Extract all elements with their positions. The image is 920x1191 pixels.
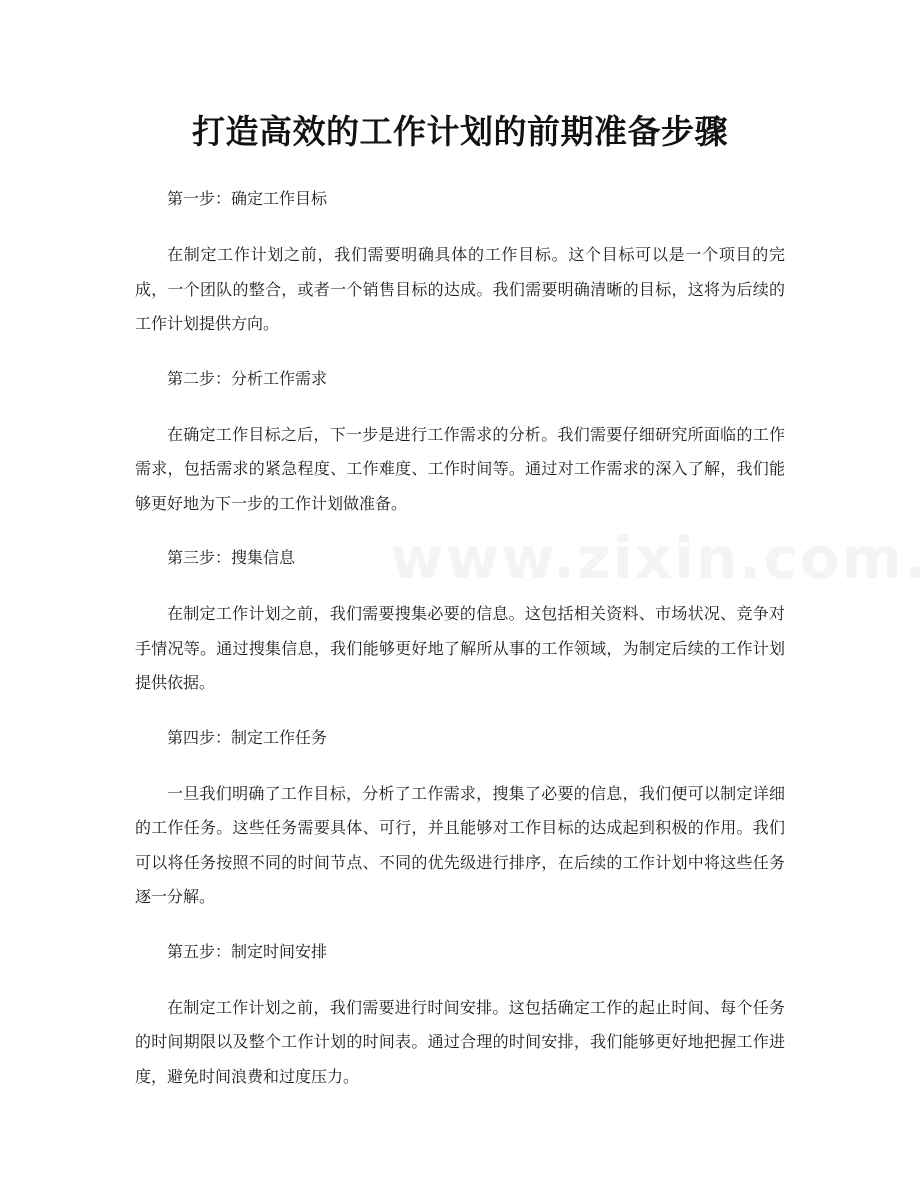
section-step-5 [135, 937, 785, 1095]
section-step-1 [135, 184, 785, 342]
section-heading: 第五步：制定时间安排 [167, 941, 328, 961]
section-heading: 第二步：分析工作需求 [167, 368, 328, 388]
section-heading: 第三步：搜集信息 [167, 548, 296, 567]
section-paragraph: 在制定工作计划之前，我们需要搜集必要的信息。这包括相关资料、市场状况、竞争对手情况等。通过搜集信息，我们能够更好地了解所从事的工作领域，为制定后续的工作计划提供依据。 [135, 604, 785, 692]
document-body [135, 184, 785, 1116]
section-step-4 [135, 723, 785, 915]
section-heading: 第一步：确定工作目标 [167, 189, 328, 208]
section-step-3 [135, 543, 785, 701]
section-paragraph: 一旦我们明确了工作目标，分析了工作需求，搜集了必要的信息，我们便可以制定详细的工作任务。这些任务需要具体、可行，并且能够对工作目标的达成起到积极的作用。我们可以将任务按照不同的时间节点、不同的优先级进行排序，在后续的工作计划中将这些任务逐一分解。 [135, 783, 785, 906]
section-paragraph: 在确定工作目标之后，下一步是进行工作需求的分析。我们需要仔细研究所面临的工作需求，包括需求的紧急程度、工作难度、工作时间等。通过对工作需求的深入了解，我们能够更好地为下一步的工作计划做准备。 [135, 424, 785, 513]
section-heading: 第四步：制定工作任务 [167, 727, 328, 747]
document-title: 打造高效的工作计划的前期准备步骤 [192, 112, 728, 151]
section-paragraph: 在制定工作计划之前，我们需要进行时间安排。这包括确定工作的起止时间、每个任务的时间期限以及整个工作计划的时间表。通过合理的时间安排，我们能够更好地把握工作进度，避免时间浪费和过度压力。 [135, 997, 785, 1086]
section-paragraph: 在制定工作计划之前，我们需要明确具体的工作目标。这个目标可以是一个项目的完成，一个团队的整合，或者一个销售目标的达成。我们需要明确清晰的目标，这将为后续的工作计划提供方向。 [135, 245, 785, 333]
section-step-2 [135, 364, 785, 522]
